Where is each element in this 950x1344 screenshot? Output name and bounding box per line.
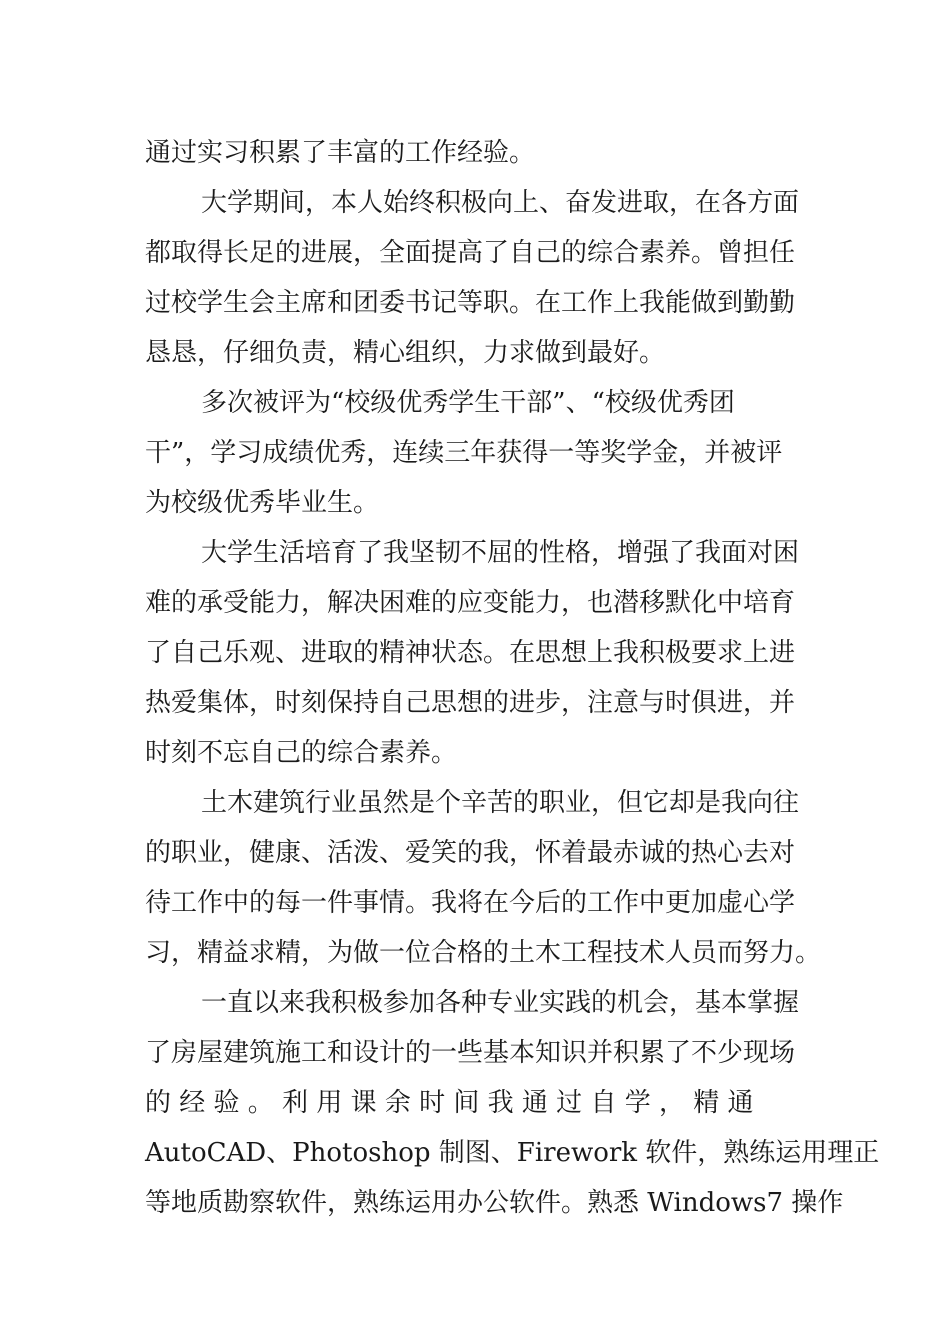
paragraph-2 xyxy=(145,178,805,378)
paragraph-5 xyxy=(145,778,822,978)
paragraph-4 xyxy=(145,528,805,778)
text-line: 通过实习积累了丰富的工作经验。 xyxy=(145,138,536,168)
text-line: 过校学生会主席和团委书记等职。在工作上我能做到勤勤 xyxy=(145,288,796,318)
text-line: 都取得长足的进展，全面提高了自己的综合素养。曾担任 xyxy=(145,238,796,268)
text-line: 土木建筑行业虽然是个辛苦的职业，但它却是我向往 xyxy=(201,788,800,818)
paragraph-3 xyxy=(145,378,805,528)
text-line: 了自己乐观、进取的精神状态。在思想上我积极要求上进 xyxy=(145,638,796,668)
text-line: 热爱集体，时刻保持自己思想的进步，注意与时俱进，并 xyxy=(145,688,796,718)
text-line: 习，精益求精，为做一位合格的土木工程技术人员而努力。 xyxy=(145,938,822,968)
text-line: 一直以来我积极参加各种专业实践的机会，基本掌握 xyxy=(201,988,800,1018)
text-line: 大学生活培育了我坚韧不屈的性格，增强了我面对困 xyxy=(201,538,800,568)
paragraph-1 xyxy=(145,128,805,178)
text-line: 时刻不忘自己的综合素养。 xyxy=(145,738,458,768)
document-body xyxy=(145,128,880,1228)
text-line: AutoCAD、Photoshop 制图、Firework 软件，熟练运用理正 xyxy=(145,1138,880,1168)
text-line: 难的承受能力，解决困难的应变能力，也潜移默化中培育 xyxy=(145,588,796,618)
paragraph-6 xyxy=(145,978,880,1228)
text-line: 等地质勘察软件，熟练运用办公软件。熟悉 Windows7 操作 xyxy=(145,1188,844,1218)
text-line: 干”，学习成绩优秀，连续三年获得一等奖学金，并被评 xyxy=(145,438,783,468)
text-line: 的职业，健康、活泼、爱笑的我，怀着最赤诚的热心去对 xyxy=(145,838,796,868)
text-line: 的 经 验 。 利 用 课 余 时 间 我 通 过 自 学 ， 精 通 xyxy=(145,1088,754,1118)
text-line: 多次被评为“校级优秀学生干部”、“校级优秀团 xyxy=(201,388,735,418)
text-line: 恳恳，仔细负责，精心组织，力求做到最好。 xyxy=(145,338,666,368)
text-line: 了房屋建筑施工和设计的一些基本知识并积累了不少现场 xyxy=(145,1038,796,1068)
text-line: 为校级优秀毕业生。 xyxy=(145,488,380,518)
text-line: 待工作中的每一件事情。我将在今后的工作中更加虚心学 xyxy=(145,888,796,918)
text-line: 大学期间，本人始终积极向上、奋发进取，在各方面 xyxy=(201,188,800,218)
